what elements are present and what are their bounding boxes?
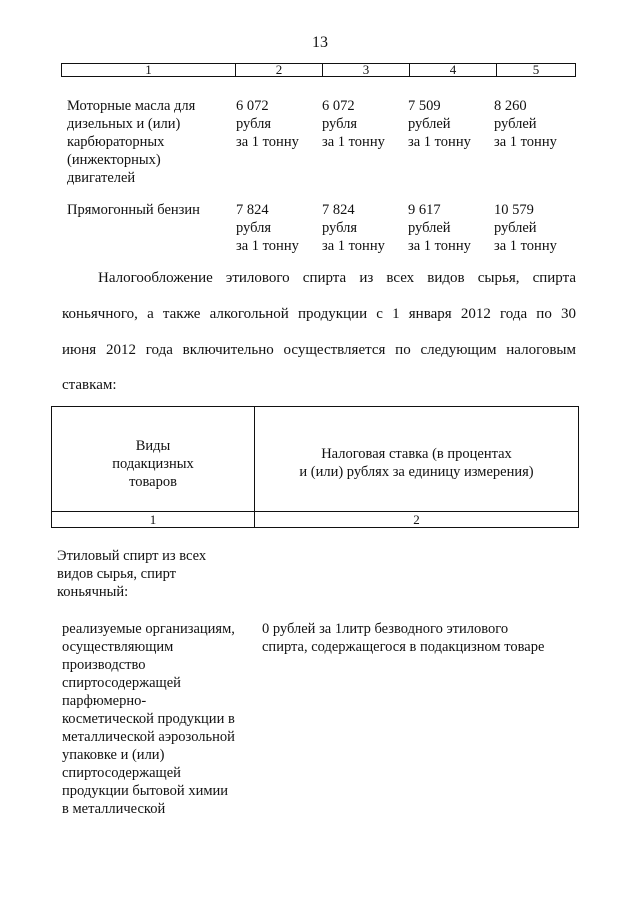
rate-cell: 6 072 рубля за 1 тонну (236, 98, 299, 150)
column-number: 2 (236, 64, 323, 76)
column-number: 3 (323, 64, 410, 76)
header-goods-types: Виды подакцизных товаров (112, 438, 194, 490)
rate-table-header (51, 406, 579, 528)
header-tax-rate: Налоговая ставка (в процентах и (или) рублях за единицу измерения) (299, 446, 534, 480)
paragraph-line: коньячного, а также алкогольной продукции с 1 января 2012 года по 30 (62, 306, 576, 322)
paragraph-line: Налогообложение этилового спирта из всех видов сырья, спирта (98, 270, 576, 286)
rate-cell: 7 824 рубля за 1 тонну (236, 202, 299, 254)
section-title: Этиловый спирт из всех видов сырья, спирт коньячный: (57, 548, 207, 600)
top-table-column-numbers (61, 63, 576, 77)
rate-cell: 8 260 рублей за 1 тонну (494, 98, 557, 150)
paragraph-line: ставкам: (62, 377, 117, 393)
column-number: 1 (62, 64, 236, 76)
product-name-motor-oil: Моторные масла для дизельных и (или) карбюраторных (инжекторных) двигателей (67, 98, 196, 186)
rate-cell: 7 509 рублей за 1 тонну (408, 98, 471, 150)
rate-cell: 9 617 рублей за 1 тонну (408, 202, 471, 254)
item-description: реализуемые организациям, осуществляющим производство спиртосодержащей парфюмерно- косметической продукции в металлической аэрозольной упаковке и (или) спиртосодержащей продукции бытовой химии в металлической (62, 621, 235, 817)
column-number: 4 (410, 64, 497, 76)
product-name-gasoline: Прямогонный бензин (67, 202, 200, 218)
rate-cell: 7 824 рубля за 1 тонну (322, 202, 385, 254)
item-rate: 0 рублей за 1литр безводного этилового спирта, содержащегося в подакцизном товаре (262, 621, 545, 655)
column-number: 5 (532, 62, 540, 77)
rate-cell: 10 579 рублей за 1 тонну (494, 202, 557, 254)
column-number: 2 (413, 512, 420, 527)
paragraph-line: июня 2012 года включительно осуществляется по следующим налоговым (62, 342, 576, 358)
page-number: 13 (312, 34, 328, 51)
column-number: 1 (149, 512, 157, 527)
rate-cell: 6 072 рубля за 1 тонну (322, 98, 385, 150)
